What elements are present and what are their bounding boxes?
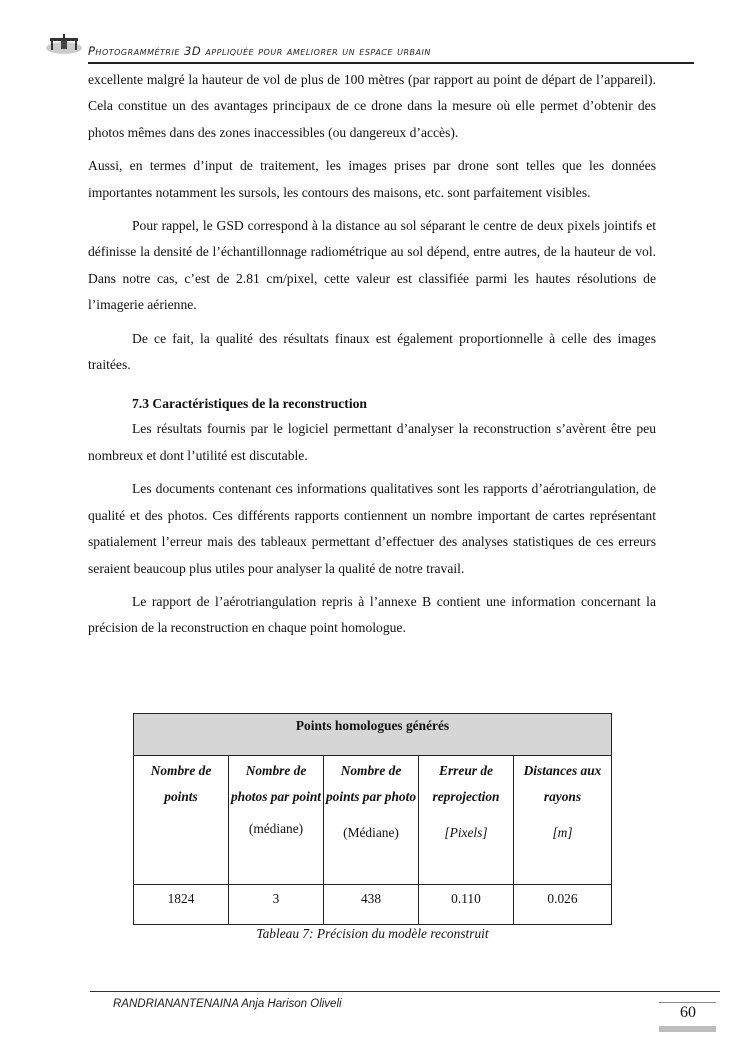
table-title: Points homologues générés xyxy=(134,714,612,756)
paragraph-4: De ce fait, la qualité des résultats finaux est également proportionnelle à celle des images traitées. xyxy=(88,330,656,373)
table-header-cell: Distances aux rayons [m] xyxy=(514,756,612,885)
table-header-cell: Erreur de reprojection [Pixels] xyxy=(419,756,514,885)
table-header-cell: Nombre de points xyxy=(134,756,229,885)
table-cell: 0.026 xyxy=(514,885,612,925)
table-header-row xyxy=(134,756,612,885)
footer-rule xyxy=(90,991,720,992)
paragraph-1: excellente malgré la hauteur de vol de plus de 100 mètres (par rapport au point de départ de l’appareil). Cela constitue un des avantages principaux de ce drone dans la mesure où elle permet d’obtenir des photos mêmes dans des zones inaccessibles (ou dangereux d’accès). xyxy=(88,72,656,140)
body-text xyxy=(88,67,656,642)
paragraph-6: Les documents contenant ces informations qualitatives sont les rapports d’aérotriangulation, de qualité et des photos. Ces différents rapports contiennent un nombre important de cartes représentant spatialement l’erreur mais des tableaux permettant d’effectuer des analyses statistiques de ces erreurs seraient beaucoup plus utiles pour analyser la qualité de notre travail. xyxy=(88,481,656,576)
table-header-cell: Nombre de photos par point (médiane) xyxy=(229,756,324,885)
footer-author: RANDRIANANTENAINA Anja Harison Oliveli xyxy=(113,998,342,1010)
data-table xyxy=(133,713,612,942)
header-rule xyxy=(88,62,694,64)
table-cell: 3 xyxy=(229,885,324,925)
table-cell: 1824 xyxy=(134,885,229,925)
page-header xyxy=(44,32,694,66)
table-header-cell: Nombre de points par photo (Médiane) xyxy=(324,756,419,885)
drone-logo-icon xyxy=(44,32,84,58)
paragraph-2: Aussi, en termes d’input de traitement, les images prises par drone sont telles que les données importantes notamment les sursols, les contours des maisons, etc. sont parfaitement visibles. xyxy=(88,158,656,200)
header-title: Photogrammétrie 3D appliquée pour ameliorer un espace urbain xyxy=(88,44,431,58)
table-cell: 438 xyxy=(324,885,419,925)
paragraph-5: Les résultats fournis par le logiciel permettant d’analyser la reconstruction s’avèrent être peu nombreux et dont l’utilité est discutable. xyxy=(88,421,656,463)
table-cell: 0.110 xyxy=(419,885,514,925)
table-caption: Tableau 7: Précision du modèle reconstruit xyxy=(256,926,489,941)
page-number-box xyxy=(659,1002,716,1032)
page-number: 60 xyxy=(680,1004,696,1021)
paragraph-3: Pour rappel, le GSD correspond à la distance au sol séparant le centre de deux pixels jointifs et définisse la densité de l’échantillonnage radiométrique au sol dépend, entre autres, de la hauteur de vol. Dans notre cas, c’est de 2.81 cm/pixel, cette valeur est classifiée parmi les hautes résolutions de l’imagerie aérienne. xyxy=(88,218,656,313)
section-heading: 7.3 Caractéristiques de la reconstruction xyxy=(132,396,367,412)
paragraph-7: Le rapport de l’aérotriangulation repris à l’annexe B contient une information concernant la précision de la reconstruction en chaque point homologue. xyxy=(88,593,656,636)
table-row xyxy=(134,885,612,925)
